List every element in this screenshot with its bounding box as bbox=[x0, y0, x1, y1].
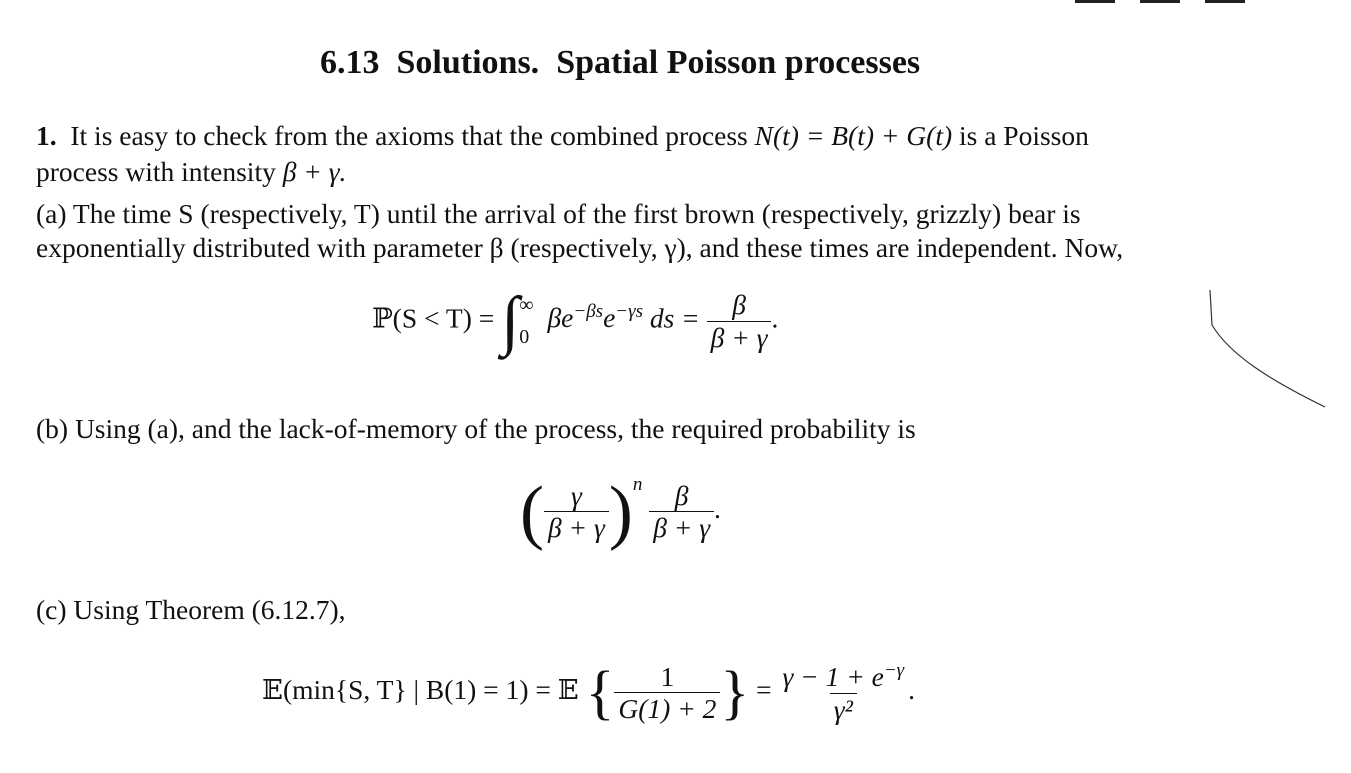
problem-number: 1. bbox=[36, 120, 57, 151]
intro-rate: β + γ. bbox=[282, 156, 347, 187]
eq-b-num2: β bbox=[674, 479, 689, 511]
eq-c-rhs-den: γ² bbox=[830, 693, 857, 726]
intro-text-b: is a Poisson bbox=[959, 120, 1089, 151]
eq-a-denominator: β + γ bbox=[707, 321, 772, 354]
section-subtitle: Spatial Poisson processes bbox=[556, 44, 921, 81]
eq-b-den2: β + γ bbox=[649, 511, 714, 544]
part-c-text: (c) Using Theorem (6.12.7), bbox=[36, 594, 346, 625]
eq-c-lhs: 𝔼(min{S, T} | B(1) = 1) = 𝔼 bbox=[262, 674, 579, 706]
integral-lower: 0 bbox=[519, 326, 530, 348]
intro-text-a: It is easy to check from the axioms that the combined process bbox=[70, 120, 748, 151]
right-paren: ) bbox=[608, 471, 633, 552]
right-brace: } bbox=[720, 659, 750, 726]
left-brace: { bbox=[585, 659, 615, 726]
eq-b-num1: γ bbox=[570, 479, 582, 511]
intro-text-c: process with intensity bbox=[36, 156, 276, 187]
problem-intro-line2 bbox=[36, 156, 346, 188]
eq-b-den1: β + γ bbox=[544, 511, 609, 544]
eq-c-equals: = bbox=[756, 674, 772, 706]
problem-intro-line1 bbox=[36, 120, 1089, 152]
eq-a-ds: ds = bbox=[649, 302, 700, 334]
eq-c-inner-fraction bbox=[614, 661, 720, 725]
eq-b-power: n bbox=[632, 474, 643, 495]
section-title: Solutions. bbox=[396, 44, 540, 81]
scan-mark bbox=[1140, 0, 1180, 3]
eq-c-inner-den: G(1) + 2 bbox=[614, 692, 720, 725]
section-number: 6.13 bbox=[320, 44, 380, 81]
intro-equation: N(t) = B(t) + G(t) bbox=[754, 120, 953, 151]
eq-a-fraction bbox=[707, 289, 772, 353]
part-a-line2: exponentially distributed with parameter β (respectively, γ), and these times are independent. Now, bbox=[36, 232, 1124, 263]
equation-b: ( $\frac{\gamma}{\beta + \gamma}$ )$^n$ $\frac{\beta}{\beta + \gamma}$ . bbox=[520, 471, 721, 552]
eq-c-rhs-num: $\gamma - 1 + e^{-\gamma}$ bbox=[782, 660, 905, 693]
eq-b-fraction2 bbox=[649, 480, 714, 544]
section-heading bbox=[320, 44, 920, 82]
eq-a-numerator: β bbox=[732, 288, 746, 320]
integral-upper: ∞ bbox=[519, 294, 534, 316]
pencil-mark-annotation bbox=[1190, 285, 1340, 415]
equation-c: 𝔼(min{S, T} | B(1) = 1) = 𝔼 { $\frac{1}{G(1) + 2}$ } = $\frac{\gamma - 1 + e^{-\gamma}}{\text{γ²}}$ . bbox=[262, 659, 916, 726]
integrand: $\beta e^{-\beta s}e^{-\gamma s}$ bbox=[547, 301, 643, 334]
part-b-text: (b) Using (a), and the lack-of-memory of the process, the required probability is bbox=[36, 413, 916, 444]
scan-mark bbox=[1205, 0, 1245, 3]
eq-c-rhs-fraction bbox=[778, 660, 908, 725]
eq-b-fraction1 bbox=[544, 480, 609, 544]
equation-a: ℙ(S < T) = ∫ ∞ 0 $\beta e^{-\beta s}e^{-\gamma s}$ ds = $\frac{\beta}{\beta + \gamma}$ . bbox=[372, 284, 779, 357]
integral-limits bbox=[519, 289, 533, 353]
eq-c-inner-num: 1 bbox=[660, 660, 675, 692]
integral-sign: ∫ bbox=[501, 284, 520, 357]
scan-mark bbox=[1075, 0, 1115, 3]
eq-a-lhs: ℙ(S < T) = bbox=[372, 302, 495, 334]
part-a-line1: (a) The time S (respectively, T) until the arrival of the first brown (respectively, grizzly) bear is bbox=[36, 198, 1081, 229]
left-paren: ( bbox=[520, 471, 544, 552]
